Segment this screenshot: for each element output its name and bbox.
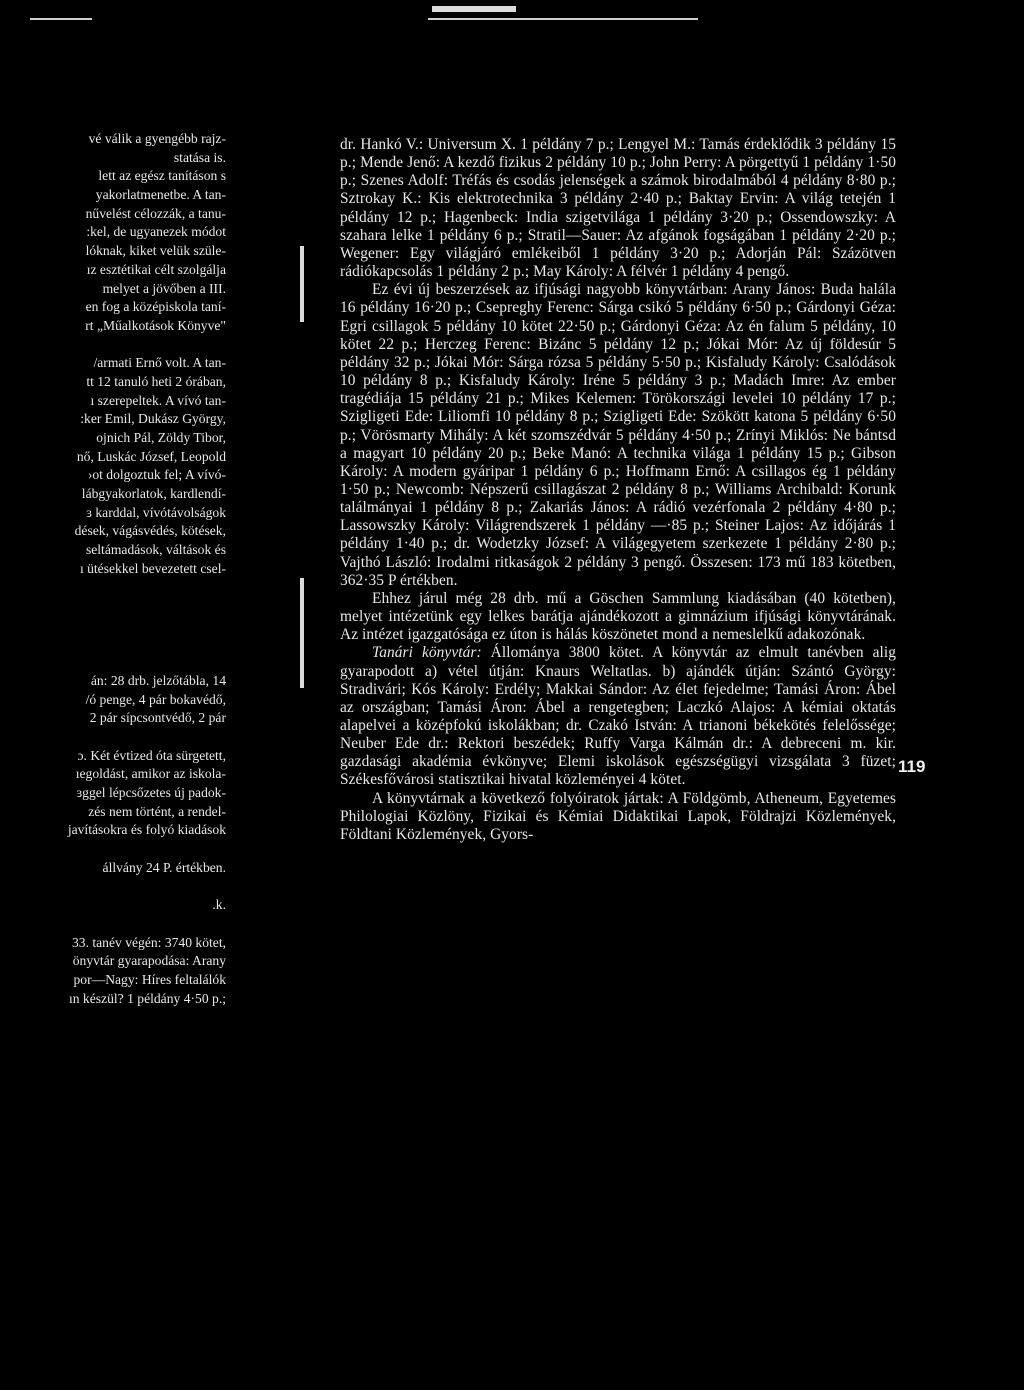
left-column-line: lóknak, kiket velük szüle- [85, 243, 226, 259]
left-column-line: yakorlatmenetbe. A tan- [95, 187, 226, 203]
left-column-line: nő, Luskác József, Leopold [76, 448, 226, 464]
left-column-line: /ó penge, 4 pár bokavédő, [85, 691, 226, 707]
binding-bar-lower [300, 578, 304, 688]
left-column-line: .k. [212, 897, 226, 913]
left-column-line: :ker Emil, Dukász György, [80, 411, 226, 427]
left-column-line: önyvtár gyarapodása: Arany [72, 953, 226, 969]
left-column-line: melyet a jövőben a III. [102, 280, 226, 296]
left-column-line: javításokra és folyó kiadások [67, 822, 226, 838]
teacher-library-heading: Tanári könyvtár: [372, 644, 482, 662]
left-column-line: állvány 24 P. értékben. [102, 859, 226, 875]
left-column-line [0, 653, 226, 672]
right-column-text [340, 136, 896, 844]
paragraph-goschen-donation: Ehhez járul még 28 drb. mű a Göschen Sammlung kiadásában (40 kötetben), melyet intézetünk egy lelkes barátja ajándékozott a gimnázium ifjúsági könyvtárának. Az intézet igazgatósága ez úton is hálás köszönetet mond a nemeslelkű adakozónak. [340, 589, 896, 644]
left-column-line: tt 12 tanuló heti 2 órában, [86, 373, 226, 389]
left-column-line [0, 597, 226, 616]
left-column-line [0, 878, 226, 897]
left-column-line: zés nem történt, a rendel- [88, 803, 226, 819]
top-rule-thick [432, 6, 516, 12]
top-rule-left [30, 18, 92, 20]
left-column-line: en fog a középiskola taní- [85, 299, 226, 315]
left-column-line: lett az egész tanításon s [98, 168, 226, 184]
left-column-line: ɜ karddal, vívótávolságok [86, 504, 226, 520]
left-column-line: ɔ. Két évtized óta sürgetett, [77, 747, 226, 763]
left-column-text [0, 130, 226, 1008]
left-column-line: :kel, de ugyanezek módot [86, 224, 226, 240]
left-column-line: seltámadások, váltások és [85, 542, 226, 558]
binding-bar-upper [300, 246, 304, 322]
paragraph-teacher-library [340, 644, 896, 789]
left-column-line: dések, vágásvédés, kötések, [74, 523, 226, 539]
left-column-line: ›ot dolgoztuk fel; A vívó- [87, 467, 226, 483]
paragraph-new-acquisitions: Ez évi új beszerzések az ifjúsági nagyobb könyvtárban: Arany János: Buda halála 16 példány 16·20 p.; Csepreghy Ferenc: Sárga csikó 5 példány 6·50 p.; Gárdonyi Géza: Egri csillagok 5 példány 10 kötet 22·50 p.; Gárdonyi Géza: Az én falum 5 példány, 10 kötet 22 p.; Herczeg Ferenc: Bizánc 5 példány 12 p.; Jókai Mór: Az új földesúr 5 példány 32 p.; Jókai Mór: Sárga rózsa 5 példány 5·50 p.; Kisfaludy Károly: Csalódások 10 példány 8 p.; Kisfaludy Károly: Iréne 5 példány 3 p.; Madách Imre: Az ember tragédiája 15 példány 21 p.; Mikes Kelemen: Törökországi levelei 10 példány 17 p.; Szigligeti Ede: Liliomfi 10 példány 8 p.; Szigligeti Ede: Szökött katona 5 példány 6·50 p.; Vörösmarty Mihály: A két szomszédvár 5 példány 4·50 p.; Zrínyi Miklós: Ne bántsd a magyart 10 példány 20 p.; Beke Manó: A technika világa 1 példány 15 p.; Gibson Károly: A modern gyáripar 1 példány 6 p.; Hoffmann Ernő: A csillagos ég 1 példány 1·50 p.; Newcomb: Népszerű csillagászat 2 példány 8 p.; Williams Archibald: Korunk találmányai 1 példány 8 p.; Zakariás János: A rádió vezérfonala 2 példány 4·80 p.; Lassowszky Károly: Világrendszerek 1 példány —·85 p.; Steiner Lajos: Az időjárás 1 példány 1·40 p.; dr. Wodetzky József: A világegyetem szerkezete 1 példány 2·80 p.; Vajthó László: Irodalmi ritkaságok 2 példány 3 pengő. Összesen: 173 mű 183 kötetben, 362·35 P értékben. [340, 281, 896, 589]
left-column-line: án: 28 drb. jelzőtábla, 14 [90, 672, 226, 688]
page-number: 119 [898, 757, 926, 776]
paragraph-library-list: dr. Hankó V.: Universum X. 1 példány 7 p.; Lengyel M.: Tamás érdeklődik 3 példány 15 p.; Mende Jenő: A kezdő fizikus 2 példány 10 p.; John Perry: A pörgettyű 1 példány 1·50 p.; Szenes Adolf: Tréfás és csodás jelenségek a számok birodalmából 4 példány 8·80 p.; Sztrokay K.: Kis elektrotechnika 3 példány 2·40 p.; Baktay Ervin: A világ tetején 1 példány 12 p.; Hagenbeck: India szigetvilága 1 példány 3·20 p.; Ossendowszky: A szahara lelke 1 példány 6 p.; Stratil—Sauer: Az afgánok fogságában 1 példány 2·20 p.; Wegener: Egy világjáró emlékeiből 1 példány 3·20 p.; Adorján Pál: Százötven rádiókapcsolás 1 példány 2 p.; May Károly: A félvér 1 példány 4 pengő. [340, 136, 896, 281]
left-column-line [0, 840, 226, 859]
paragraph-periodicals: A könyvtárnak a következő folyóiratok jártak: A Földgömb, Atheneum, Egyetemes Philologiai Közlöny, Fizikai és Kémiai Didaktikai Lapok, Földrajzi Közlemények, Földtani Közlemények, Gyors- [340, 789, 896, 843]
left-column-line: ı ütésekkel bevezetett csel- [79, 560, 226, 576]
left-column-line [0, 915, 226, 934]
left-column-line: ɜggel lépcsőzetes új padok- [76, 785, 226, 801]
left-column-line [0, 579, 226, 598]
left-column-line: nűvelést célozzák, a tanu- [85, 205, 226, 221]
left-column-line: statása is. [173, 149, 226, 165]
left-column-line: ın készül? 1 példány 4·50 p.; [68, 990, 226, 1006]
left-column-line [0, 635, 226, 654]
top-rule-middle [428, 18, 698, 20]
left-column-line [0, 616, 226, 635]
left-column-line [0, 336, 226, 355]
left-column-line: /armati Ernő volt. A tan- [93, 355, 226, 371]
left-column-line: ız esztétikai célt szolgálja [86, 261, 226, 277]
left-column-line: vé válik a gyengébb rajz- [88, 131, 226, 146]
left-column-line: 2 pár sípcsontvédő, 2 pár [89, 710, 226, 726]
left-column-line [0, 728, 226, 747]
left-column-line: 33. tanév végén: 3740 kötet, [71, 934, 226, 950]
left-column-line: ıegoldást, amikor az iskola- [75, 766, 226, 782]
left-column-line: ı szerepeltek. A vívó tan- [90, 392, 226, 408]
teacher-library-text: Állománya 3800 kötet. A könyvtár az elmult tanévben alig gyarapodott a) vétel útján: Knaurs Weltatlas. b) ajándék útján: Szántó György: Stradivári; Kós Károly: Erdély; Makkai Sándor: Az élet fejedelme; Tamási Áron: Ábel az országban; Tamási Áron: Ábel a rengetegben; Laczkó Alajos: A kémiai oktatás alapelvei a középfokú iskolákban; dr. Czakó István: A trianoni békekötés felelőssége; Neuber Ede dr.: Rektori beszédek; Ruffy Varga Kálmán dr.: A debreceni m. kir. gazdasági akadémia évkönyve; Elemi iskolások egészségügyi vizsgálata 3 füzet; Székesfővárosi statisztikai hivatal közleményei 4 kötet. [340, 644, 896, 789]
left-column-line: rt „Műalkotások Könyve" [85, 317, 226, 333]
left-column-line: por—Nagy: Híres feltalálók [73, 971, 226, 987]
left-column-line: ojnich Pál, Zöldy Tibor, [96, 430, 226, 445]
left-column-line: lábgyakorlatok, kardlendí- [81, 486, 226, 502]
